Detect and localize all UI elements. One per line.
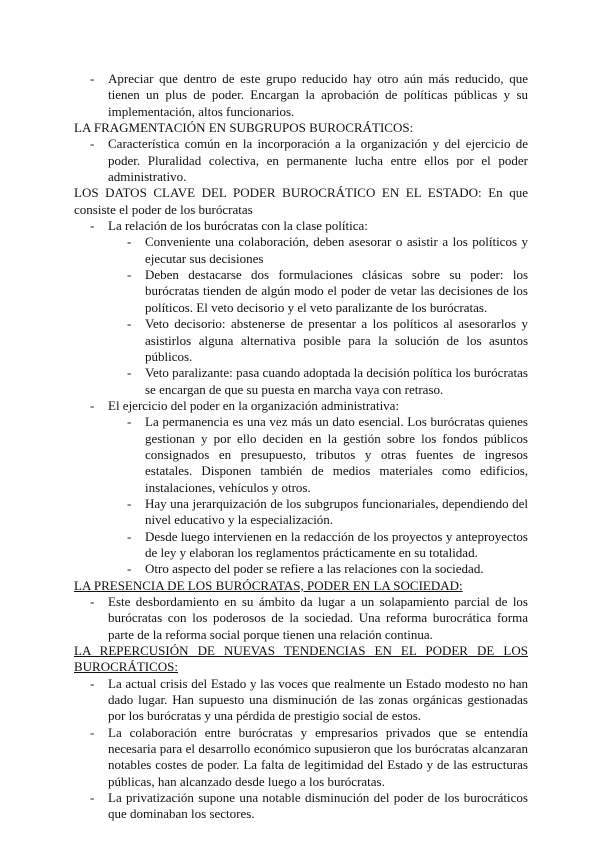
- sub-list-item: [74, 414, 528, 496]
- list-item-text: La actual crisis del Estado y las voces que realmente un Estado modesto no han dado lugar. Han supuesto una disminución de las zonas orgánicas gestionadas por los burócratas y una pérdida de prestigio social de estos.: [108, 675, 528, 724]
- list-item: [74, 676, 528, 725]
- list-item: [74, 725, 528, 790]
- list-item: [74, 790, 528, 823]
- sub-list-item: [74, 234, 528, 267]
- section-heading-subtitle: En que consiste el poder de los burócratas: [74, 185, 529, 217]
- list-item-text: Este desbordamiento en su ámbito da lugar a un solapamiento parcial de los burócratas con los poderosos de la sociedad. Una reforma burocrática forma parte de la reforma social porque tienen una relación continua.: [108, 594, 528, 642]
- list-item-text: Veto decisorio: abstenerse de presentar a los políticos al asesorarlos y asistirlos alguna alternativa posible para la solución de los asuntos públicos.: [145, 316, 528, 364]
- section-heading: [74, 185, 528, 218]
- list-item-text: La relación de los burócratas con la clase política:: [108, 218, 368, 234]
- list-item-text: Otro aspecto del poder se refiere a las relaciones con la sociedad.: [145, 561, 484, 577]
- section-heading: LA FRAGMENTACIÓN EN SUBGRUPOS BUROCRÁTICOS:: [74, 120, 414, 136]
- list-item-text: Deben destacarse dos formulaciones clásicas sobre su poder: los burócratas tienden de algún modo el poder de vetar las decisiones de los políticos. El veto decisorio y el veto paralizante de los burócratas.: [145, 267, 528, 315]
- bullet-dash: -: [90, 724, 95, 740]
- bullet-dash: -: [127, 267, 132, 283]
- sub-list-item: [74, 267, 528, 316]
- section-heading: LA PRESENCIA DE LOS BURÓCRATAS, PODER EN LA SOCIEDAD:: [74, 577, 463, 593]
- sub-list-item: [74, 316, 528, 365]
- document-page: [74, 71, 528, 823]
- bullet-dash: -: [127, 495, 132, 511]
- list-item: [74, 71, 528, 120]
- bullet-dash: -: [127, 234, 132, 250]
- bullet-dash: -: [90, 790, 95, 806]
- list-item-text: Desde luego intervienen en la redacción de los proyectos y anteproyectos de ley y elaboran los reglamentos prácticamente en su totalidad.: [145, 528, 528, 560]
- list-item-text: Veto paralizante: pasa cuando adoptada la decisión política los burócratas se encargan de que su puesta en marcha vaya con retraso.: [145, 365, 528, 397]
- list-item: [74, 398, 528, 414]
- sub-list-item: [74, 529, 528, 562]
- list-item-text: Apreciar que dentro de este grupo reducido hay otro aún más reducido, que tienen un plus de poder. Encargan la aprobación de políticas públicas y su implementación, altos funcionarios.: [108, 71, 528, 119]
- bullet-dash: -: [90, 594, 95, 609]
- list-item-text: Hay una jerarquización de los subgrupos funcionariales, dependiendo del nivel educativo y la especialización.: [145, 495, 528, 528]
- bullet-dash: -: [90, 218, 95, 234]
- sub-list-item: [74, 365, 528, 398]
- bullet-dash: -: [127, 316, 132, 332]
- bullet-dash: -: [90, 397, 95, 413]
- list-item-text: La permanencia es una vez más un dato esencial. Los burócratas quienes gestionan y por ello deciden en la gestión sobre los fondos públicos consignados en presupuesto, tributos y otras fuentes de ingresos estatales. Disponen también de medios materiales como edificios, instalaciones, vehículos y otros.: [145, 414, 528, 495]
- section-heading: LA REPERCUSIÓN DE NUEVAS TENDENCIAS EN EL PODER DE LOS BUROCRÁTICOS:: [74, 643, 528, 675]
- list-item-text: Conveniente una colaboración, deben asesorar o asistir a los políticos y ejecutar sus decisiones: [145, 234, 528, 266]
- bullet-dash: -: [127, 365, 132, 381]
- section-heading-title: LOS DATOS CLAVE DEL PODER BUROCRÁTICO EN EL ESTADO:: [74, 185, 482, 201]
- bullet-dash: -: [90, 71, 95, 86]
- sub-list-item: [74, 496, 528, 529]
- bullet-dash: -: [90, 675, 95, 691]
- list-item-text: La privatización supone una notable disminución del poder de los burocráticos que dominaban los sectores.: [108, 790, 528, 822]
- sub-list-item: [74, 561, 528, 577]
- bullet-dash: -: [90, 136, 95, 152]
- bullet-dash: -: [127, 414, 132, 430]
- list-item: [74, 218, 528, 234]
- list-item: [74, 136, 528, 185]
- list-item-text: La colaboración entre burócratas y empresarios privados que se entendía necesaria para el desarrollo económico supusieron que los burócratas alcanzaran notables costes de poder. La falta de legitimidad del Estado y de las estructuras públicas, han alcanzado desde luego a los burócratas.: [108, 724, 528, 789]
- list-item-text: Característica común en la incorporación a la organización y del ejercicio de poder. Pluralidad colectiva, en permanente lucha entre ellos por el poder administrativo.: [108, 136, 528, 185]
- list-item-text: El ejercicio del poder en la organización administrativa:: [108, 397, 400, 413]
- bullet-dash: -: [127, 561, 132, 577]
- bullet-dash: -: [127, 528, 132, 544]
- list-item: [74, 594, 528, 643]
